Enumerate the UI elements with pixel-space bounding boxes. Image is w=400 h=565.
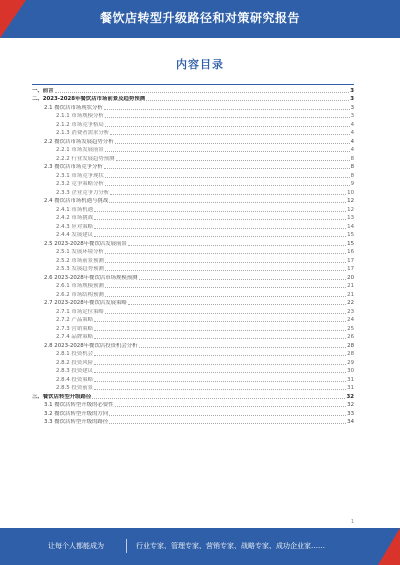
toc-entry-page: 13: [347, 215, 354, 221]
toc-entry-page: 26: [347, 334, 354, 340]
toc-entry-text: 2.7.3 营销策略: [56, 325, 93, 332]
toc-entry[interactable]: [32, 264, 354, 273]
toc-entry-page: 10: [347, 189, 354, 196]
table-of-contents: [32, 84, 354, 425]
toc-leader-dots: [94, 228, 346, 229]
toc-entry-page: 25: [347, 325, 354, 332]
toc-entry-text: 2.4.1 市场机遇: [56, 206, 93, 213]
toc-entry[interactable]: [32, 238, 354, 247]
toc-entry-page: 20: [347, 274, 354, 281]
toc-entry-page: 3: [350, 96, 354, 102]
toc-entry[interactable]: [32, 315, 354, 324]
toc-entry[interactable]: [32, 162, 354, 171]
toc-entry-page: 8: [350, 172, 354, 179]
toc-entry-page: 4: [350, 130, 354, 136]
toc-entry-page: 28: [347, 351, 354, 357]
toc-entry[interactable]: [32, 187, 354, 196]
toc-leader-dots: [105, 185, 350, 186]
toc-entry-page: 21: [347, 291, 354, 298]
toc-entry-page: 8: [350, 155, 354, 162]
toc-heading: 内容目录: [176, 58, 224, 71]
toc-entry-text: 2.1.3 消费者需求分析: [56, 130, 110, 136]
toc-entry[interactable]: [32, 357, 354, 366]
toc-entry[interactable]: [32, 383, 354, 392]
toc-leader-dots: [94, 330, 346, 331]
toc-entry-text: 2.7 2023-2028年餐饮店发展策略: [44, 300, 127, 306]
toc-leader-dots: [109, 202, 346, 203]
toc-leader-dots: [115, 143, 350, 144]
toc-leader-dots: [128, 304, 346, 305]
toc-leader-dots: [94, 381, 346, 382]
toc-entry[interactable]: [32, 289, 354, 298]
toc-leader-dots: [105, 253, 346, 254]
toc-entry-page: 30: [347, 368, 354, 374]
toc-entry-page: 4: [350, 147, 354, 153]
toc-leader-dots: [105, 177, 350, 178]
toc-entry-text: 2.4.3 应对策略: [56, 223, 93, 230]
footer-banner: [0, 528, 400, 565]
toc-entry-page: 32: [346, 393, 354, 400]
toc-entry-text: 2.8.3 投资建议: [56, 368, 93, 374]
toc-entry-text: 2.8.2 投资风险: [56, 359, 93, 366]
toc-entry-text: 2.1 餐饮店市场现状分析: [44, 104, 103, 111]
toc-leader-dots: [128, 245, 346, 246]
toc-leader-dots: [105, 151, 350, 152]
toc-leader-dots: [105, 313, 346, 314]
toc-entry[interactable]: [32, 323, 354, 332]
toc-entry-text: 2.2.1 市场发展前景: [56, 147, 104, 153]
toc-entry-text: 2.7.4 品牌策略: [56, 334, 93, 340]
toc-entry[interactable]: [32, 230, 354, 239]
toc-entry-text: 2.3.3 企业竞争力分析: [56, 189, 110, 196]
toc-entry-page: 34: [347, 419, 354, 425]
toc-entry-text: 2.8 2023-2028年餐饮店投资机会分析: [44, 342, 138, 349]
toc-entry-text: 2.5.2 市场前景预测: [56, 257, 104, 264]
toc-leader-dots: [105, 117, 350, 118]
toc-leader-dots: [116, 160, 350, 161]
toc-leader-dots: [94, 355, 346, 356]
toc-entry[interactable]: [32, 94, 354, 103]
toc-entry[interactable]: [32, 417, 354, 426]
toc-entry-text: 3.2 餐饮店转型升级的方向: [44, 410, 109, 417]
toc-entry[interactable]: [32, 119, 354, 128]
toc-leader-dots: [94, 236, 346, 237]
toc-entry[interactable]: [32, 272, 354, 281]
toc-entry-text: 2.3.1 市场竞争现状: [56, 172, 104, 179]
toc-entry-text: 2.8.5 投资前景: [56, 385, 93, 391]
footer-accent-shape: [378, 528, 400, 565]
toc-entry-page: 3: [350, 104, 354, 111]
toc-entry[interactable]: [32, 298, 354, 307]
toc-entry-page: 8: [350, 164, 354, 170]
toc-entry-text: 2.1.1 市场规模分析: [56, 113, 104, 119]
toc-entry-text: 3.1 餐饮店转型升级的必要性: [44, 402, 114, 408]
footer-slogan-left: 让每个人都能成为: [48, 542, 104, 550]
toc-leader-dots: [92, 398, 345, 399]
toc-list: [32, 85, 354, 425]
toc-entry-page: 17: [347, 257, 354, 264]
toc-entry-page: 31: [347, 376, 354, 383]
toc-entry-text: 二、2023-2028年餐饮店市场前景及趋势预测: [32, 96, 146, 102]
toc-entry-page: 12: [347, 198, 354, 204]
toc-leader-dots: [94, 338, 346, 339]
toc-entry[interactable]: [32, 102, 354, 111]
toc-entry-text: 2.4.2 市场挑战: [56, 215, 93, 221]
toc-entry-page: 12: [347, 206, 354, 213]
footer-divider: [126, 539, 127, 553]
toc-entry-page: 15: [347, 232, 354, 238]
toc-entry[interactable]: [32, 179, 354, 188]
toc-entry[interactable]: [32, 85, 354, 94]
toc-leader-dots: [110, 134, 349, 135]
toc-entry-page: 31: [347, 385, 354, 391]
toc-entry[interactable]: [32, 247, 354, 256]
toc-entry-text: 2.6.1 市场规模预测: [56, 283, 104, 289]
toc-entry[interactable]: [32, 170, 354, 179]
toc-leader-dots: [115, 406, 347, 407]
toc-entry-page: 15: [347, 240, 354, 247]
toc-leader-dots: [104, 168, 350, 169]
toc-entry-text: 2.8.1 投资机会: [56, 351, 93, 357]
toc-entry-text: 2.7.2 产品策略: [56, 317, 93, 323]
toc-entry-text: 3.3 餐饮店转型升级的路径: [44, 419, 109, 425]
toc-entry-page: 29: [347, 359, 354, 366]
toc-leader-dots: [105, 296, 346, 297]
toc-entry[interactable]: [32, 213, 354, 222]
toc-entry[interactable]: [32, 374, 354, 383]
toc-entry[interactable]: [32, 340, 354, 349]
toc-leader-dots: [105, 287, 346, 288]
toc-entry-text: 2.5.3 发展趋势预测: [56, 266, 104, 272]
toc-entry-page: 21: [347, 283, 354, 289]
toc-entry[interactable]: [32, 349, 354, 358]
toc-entry-page: 28: [347, 342, 354, 349]
toc-entry[interactable]: [32, 153, 354, 162]
toc-leader-dots: [139, 347, 347, 348]
toc-entry-text: 2.6 2023-2028年餐饮店市场规模预测: [44, 274, 138, 281]
toc-entry[interactable]: [32, 408, 354, 417]
toc-entry[interactable]: [32, 366, 354, 375]
toc-leader-dots: [105, 126, 350, 127]
toc-entry[interactable]: [32, 111, 354, 120]
footer-slogan-right: 行业专家、管理专家、营销专家、战略专家、成功企业家……: [136, 542, 325, 550]
toc-entry-page: 22: [347, 300, 354, 306]
toc-entry-text: 2.3 餐饮店市场竞争分析: [44, 164, 103, 170]
toc-entry-page: 3: [350, 113, 354, 119]
toc-entry-text: 2.4 餐饮店市场机遇与挑战: [44, 198, 109, 204]
toc-leader-dots: [109, 415, 346, 416]
toc-entry-text: 2.4.4 发展建议: [56, 232, 93, 238]
toc-leader-dots: [94, 211, 346, 212]
toc-entry-text: 三、餐饮店转型升级路径: [32, 393, 92, 400]
toc-leader-dots: [146, 100, 349, 101]
toc-entry[interactable]: [32, 196, 354, 205]
toc-leader-dots: [105, 270, 346, 271]
toc-entry-page: 32: [347, 402, 354, 408]
toc-entry-text: 2.6.2 市场结构预测: [56, 291, 104, 298]
toc-entry[interactable]: [32, 136, 354, 145]
toc-entry-page: 14: [347, 223, 354, 230]
toc-entry-page: 17: [347, 266, 354, 272]
toc-entry[interactable]: [32, 255, 354, 264]
toc-entry-text: 2.5 2023-2028年餐饮店发展前景: [44, 240, 127, 247]
toc-entry-text: 2.5.1 发展环境分析: [56, 249, 104, 255]
toc-entry-page: 23: [347, 308, 354, 315]
toc-entry-text: 2.8.4 投资策略: [56, 376, 93, 383]
toc-entry[interactable]: [32, 391, 354, 400]
toc-entry[interactable]: [32, 281, 354, 290]
toc-entry[interactable]: [32, 128, 354, 137]
toc-entry-page: 16: [347, 249, 354, 255]
toc-leader-dots: [94, 321, 346, 322]
toc-entry[interactable]: [32, 221, 354, 230]
toc-entry[interactable]: [32, 332, 354, 341]
toc-entry-page: 4: [350, 121, 354, 128]
toc-leader-dots: [104, 109, 350, 110]
toc-leader-dots: [109, 423, 346, 424]
toc-entry[interactable]: [32, 306, 354, 315]
toc-leader-dots: [94, 219, 346, 220]
toc-leader-dots: [55, 92, 350, 93]
toc-leader-dots: [94, 389, 346, 390]
toc-leader-dots: [94, 372, 346, 373]
toc-leader-dots: [94, 364, 346, 365]
toc-entry-text: 2.2.2 行业发展趋势预测: [56, 155, 115, 162]
toc-entry-text: 2.2 餐饮店市场发展趋势分析: [44, 138, 114, 145]
toc-entry-text: 2.7.1 市场定位策略: [56, 308, 104, 315]
header-banner: [0, 0, 400, 38]
toc-entry[interactable]: [32, 145, 354, 154]
toc-entry-page: 3: [350, 87, 354, 94]
toc-entry-page: 33: [347, 410, 354, 417]
toc-entry[interactable]: [32, 204, 354, 213]
toc-entry-text: 一、前言: [32, 87, 54, 94]
toc-leader-dots: [105, 262, 346, 263]
toc-entry-text: 2.1.2 市场竞争格局: [56, 121, 104, 128]
page-number: 1: [350, 519, 354, 525]
toc-leader-dots: [110, 194, 346, 195]
toc-entry-text: 2.3.2 竞争策略分析: [56, 181, 104, 187]
toc-entry-page: 9: [350, 181, 354, 187]
toc-entry-page: 24: [347, 317, 354, 323]
toc-entry-page: 4: [350, 138, 354, 145]
toc-leader-dots: [139, 279, 347, 280]
report-title: 餐饮店转型升级路径和对策研究报告: [99, 11, 300, 25]
toc-entry[interactable]: [32, 400, 354, 409]
